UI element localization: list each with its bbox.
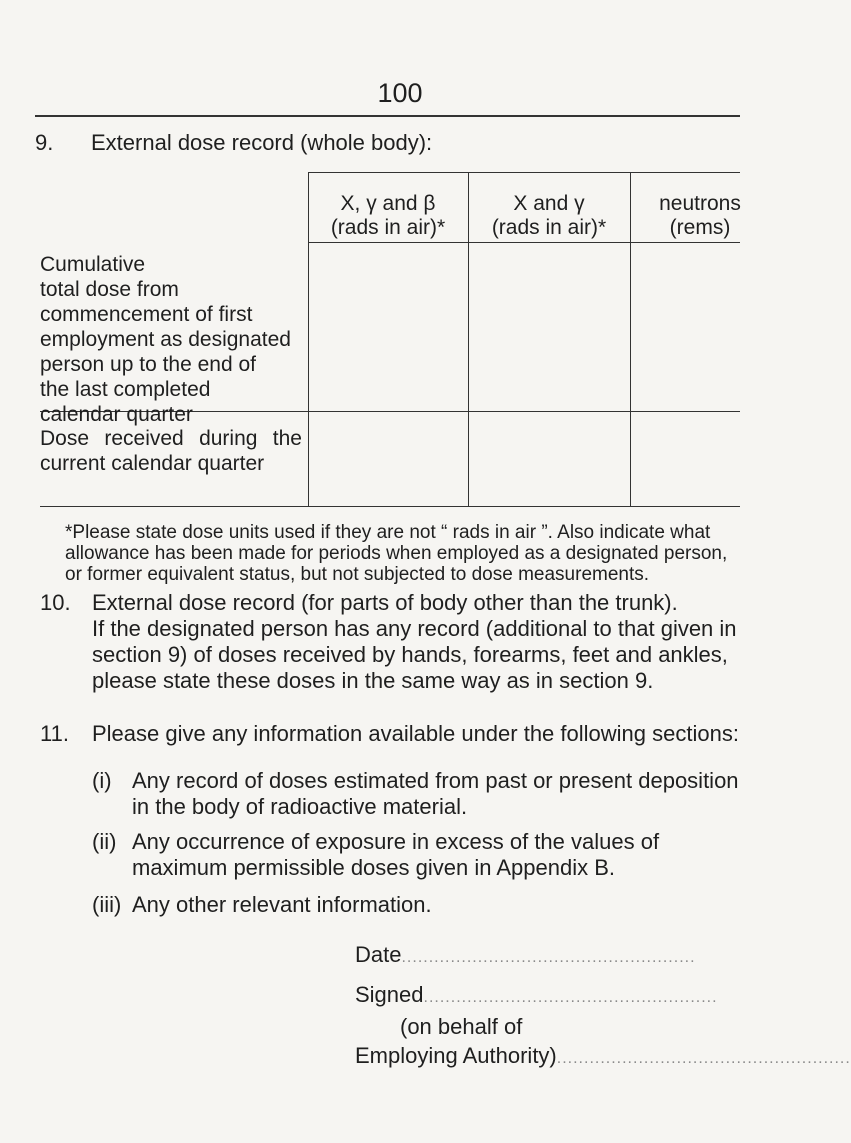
section-9-heading [35,130,432,156]
table-top-rule [308,172,740,173]
page-number: 100 [377,78,423,108]
section-9-number: 9. [35,130,54,155]
date-field[interactable]: ...................................................... [401,949,696,966]
section-11-number: 11. [40,721,69,746]
row-label-cumulative: Cumulative total dose from commencement of first employment as designated person up to the end of the last completed calendar quarter [40,253,291,426]
column-header-x-gamma: X and γ (rads in air)* [491,192,607,239]
section-9-title: External dose record (whole body): [91,130,433,155]
section-10 [40,590,750,694]
section-10-text: If the designated person has any record (additional to that given in section 9) of doses received by hands, forearms, feet and ankles, please state these doses in the same way as in section 9. [92,616,737,693]
row-label-current-quarter: Dose received during the current calendar quarter [40,427,302,475]
section-11-item-i: (i) Any record of doses estimated from past or present deposition in the body of radioactive material. [92,768,739,819]
footnote: *Please state dose units used if they are not “ rads in air ”. Also indicate what allowance has been made for periods when employed as a designated person, or former equivalent status, but not subjected to dose measurements. [65,522,728,585]
signature-field[interactable]: ...................................................... [423,989,718,1006]
on-behalf-line: (on behalf of [400,1014,523,1039]
top-rule [35,115,740,117]
section-11-item-iii: (iii) Any other relevant information. [92,892,432,917]
table-bottom-rule [40,506,740,507]
date-line: Date...................................................... [355,942,696,967]
authority-field[interactable]: ...................................................... [556,1050,851,1067]
column-header-x-gamma-beta: X, γ and β (rads in air)* [330,192,446,239]
section-11-item-ii: (ii) Any occurrence of exposure in excess of the values of maximum permissible doses given in Appendix B. [92,829,660,880]
column-header-neutrons: neutrons (rems) [659,192,741,239]
section-10-title: External dose record (for parts of body other than the trunk). [92,590,678,615]
section-10-number: 10. [40,590,71,615]
section-11-intro: Please give any information available under the following sections: [92,721,739,746]
section-11 [40,721,750,747]
authority-line: Employing Authority)...................................................... [355,1043,851,1068]
signed-line: Signed...................................................... [355,982,718,1007]
table-header-rule [308,242,740,243]
